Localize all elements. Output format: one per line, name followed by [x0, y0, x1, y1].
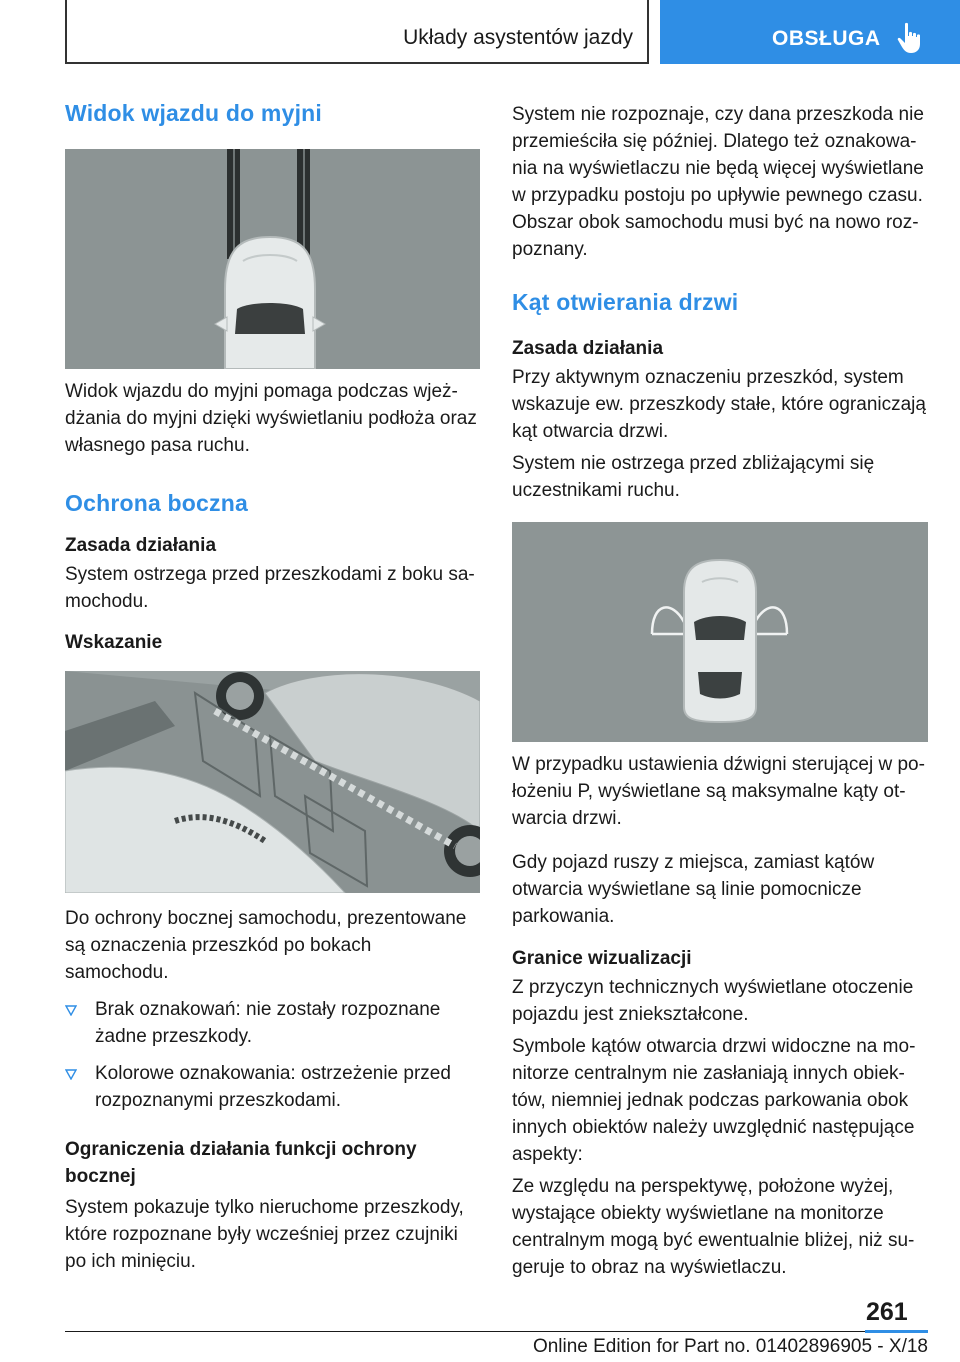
visualization-limits-text-3: Ze względu na perspektywę, położone wyżej, wystające obiekty wyświetlane na monitorze centralnym mogą być ewentualnie bliżej, niż sugeruje to obraz na wyświetlaczu. [512, 1176, 915, 1278]
visualization-limits-text-1: Z przyczyn technicznych wyświetlane otoczenie pojazdu jest zniekształcone. [512, 977, 914, 1025]
indication-bullet-list [65, 996, 480, 1114]
vehicle-moving-text: Gdy pojazd ruszy z miejsca, zamiast kątów otwarcia wyświetlane są linie pomocnicze parkowania. [512, 852, 875, 927]
edition-footer: Online Edition for Part no. 01402896905 - X/18 [532, 1336, 928, 1357]
heading-side-protection: Ochrona boczna [65, 490, 248, 516]
visualization-limits-text-2: Symbole kątów otwarcia drzwi widoczne na monitorze centralnym nie zasłaniają innych obiektów, niemniej jednak podczas parkowania obok innych obiektów należy uwzględnić następujące aspekty: [512, 1036, 916, 1165]
subheading-visualization-limits: Granice wizualizacji [512, 948, 692, 969]
left-column [65, 100, 480, 1275]
door-opening-angle-illustration [512, 522, 928, 742]
heading-door-opening-angle: Kąt otwierania drzwi [512, 289, 739, 315]
section-title: Układy asystentów jazdy [403, 26, 633, 49]
list-item: Kolorowe oznakowania: ostrzeżenie przed rozpoznanymi przeszkodami. [65, 1060, 480, 1114]
footer-divider-accent [865, 1330, 928, 1333]
continued-text: System nie rozpoznaje, czy dana przeszkoda nie przemieściła się później. Dlatego też oznakowania na wyświetlaczu nie będą więcej wyświetlane w przypadku postoju po upływie pewnego czasu. Obszar obok samochodu musi być na nowo rozpoznany. [512, 104, 924, 260]
door-angle-principle-text-2: System nie ostrzega przed zbliżającymi się uczestnikami ruchu. [512, 453, 875, 501]
door-angle-principle-text-1: Przy aktywnym oznaczeniu przeszkód, system wskazuje ew. przeszkody stałe, które ograniczają kąt otwarcia drzwi. [512, 367, 926, 442]
subheading-indication: Wskazanie [65, 632, 163, 653]
list-item: Brak oznakowań: nie zostały rozpoznane żadne przeszkody. [65, 996, 480, 1050]
footer-divider [65, 1331, 865, 1332]
car-wash-description: Widok wjazdu do myjni pomaga podczas wjeżdżania do myjni dzięki wyświetlaniu podłoża oraz własnego pasa ruchu. [65, 381, 477, 456]
triangle-bullet-icon [65, 1005, 77, 1016]
subheading-principle: Zasada działania [512, 338, 664, 359]
right-column [512, 101, 928, 1281]
car-wash-view-illustration [65, 149, 480, 369]
pointing-hand-icon [896, 22, 926, 54]
indication-text: Do ochrony bocznej samochodu, prezentowane są oznaczenia przeszkód po bokach samochodu. [65, 908, 467, 983]
function-limits-text: System pokazuje tylko nieruchome przeszkody, które rozpoznane były wcześniej przez czujniki po ich minięciu. [65, 1197, 464, 1272]
chapter-tab-label: OBSŁUGA [772, 27, 881, 50]
page-number: 261 [866, 1298, 908, 1326]
gear-p-text: W przypadku ustawienia dźwigni sterującej w położeniu P, wyświetlane są maksymalne kąty otwarcia drzwi. [512, 754, 925, 829]
side-protection-principle-text: System ostrzega przed przeszkodami z boku samochodu. [65, 564, 475, 612]
heading-car-wash-view: Widok wjazdu do myjni [65, 100, 322, 126]
chapter-tab[interactable] [660, 0, 960, 64]
triangle-bullet-icon [65, 1069, 77, 1080]
header-section-box [65, 0, 649, 64]
subheading-function-limits: Ograniczenia działania funkcji ochrony bocznej [65, 1139, 417, 1187]
side-protection-illustration [65, 671, 480, 893]
subheading-principle: Zasada działania [65, 535, 217, 556]
